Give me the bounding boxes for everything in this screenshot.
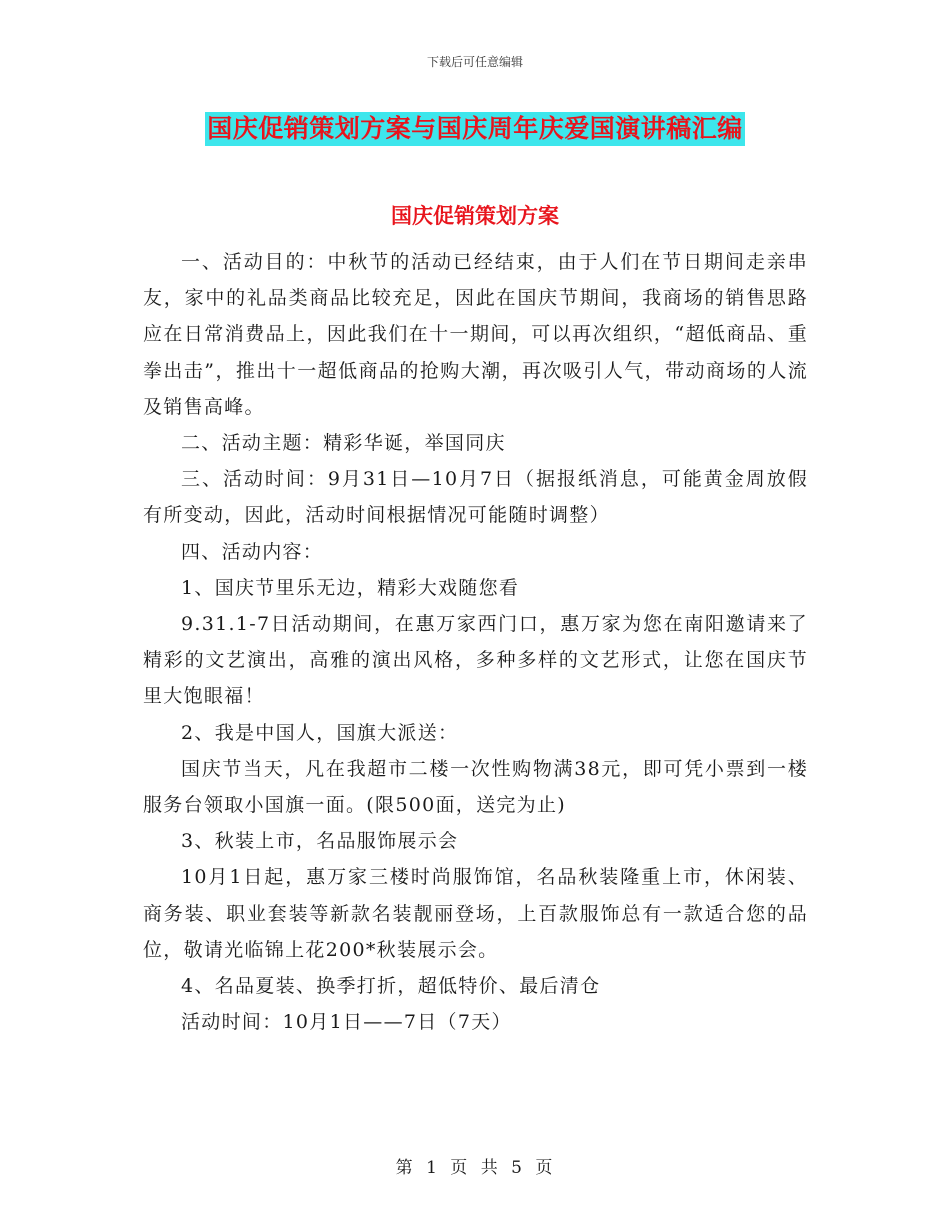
paragraph-time: 三、活动时间：9月31日—10月7日（据报纸消息，可能黄金周放假有所变动，因此，活动时间根据情况可能随时调整） [143, 468, 808, 527]
paragraph-item-4-time: 活动时间：10月1日——7日（7天） [181, 1011, 512, 1034]
section-title: 国庆促销策划方案 [391, 204, 559, 228]
paragraph-theme: 二、活动主题：精彩华诞，举国同庆 [181, 432, 506, 455]
document-title: 国庆促销策划方案与国庆周年庆爱国演讲稿汇编 [205, 112, 745, 146]
document-title-container [0, 112, 950, 146]
paragraph-item-3-body: 10月1日起，惠万家三楼时尚服饰馆，名品秋装隆重上市，休闲装、商务装、职业套装等新款名装靓丽登场，上百款服饰总有一款适合您的品位，敬请光临锦上花200*秋装展示会。 [143, 866, 808, 961]
document-body [143, 244, 808, 1040]
header-note: 下载后可任意编辑 [426, 55, 523, 69]
paragraph-content-heading: 四、活动内容： [181, 540, 324, 563]
page-footer: 第 1 页 共 5 页 [395, 1158, 555, 1178]
paragraph-item-4-heading: 4、名品夏装、换季打折，超低特价、最后清仓 [181, 975, 601, 998]
paragraph-purpose: 一、活动目的：中秋节的活动已经结束，由于人们在节日期间走亲串友，家中的礼品类商品比较充足，因此在国庆节期间，我商场的销售思路应在日常消费品上，因此我们在十一期间，可以再次组织，“超低商品、重拳出击”，推出十一超低商品的抢购大潮，再次吸引人气，带动商场的人流及销售高峰。 [143, 251, 808, 418]
paragraph-item-2-heading: 2、我是中国人，国旗大派送： [181, 721, 459, 744]
paragraph-item-1-body: 9.31.1-7日活动期间，在惠万家西门口，惠万家为您在南阳邀请来了精彩的文艺演出，高雅的演出风格，多种多样的文艺形式，让您在国庆节里大饱眼福！ [143, 613, 808, 708]
paragraph-item-2-body: 国庆节当天，凡在我超市二楼一次性购物满38元，即可凭小票到一楼服务台领取小国旗一面。(限500面，送完为止) [143, 757, 808, 817]
paragraph-item-3-heading: 3、秋装上市，名品服饰展示会 [181, 830, 459, 853]
paragraph-item-1-heading: 1、国庆节里乐无边，精彩大戏随您看 [181, 576, 520, 599]
